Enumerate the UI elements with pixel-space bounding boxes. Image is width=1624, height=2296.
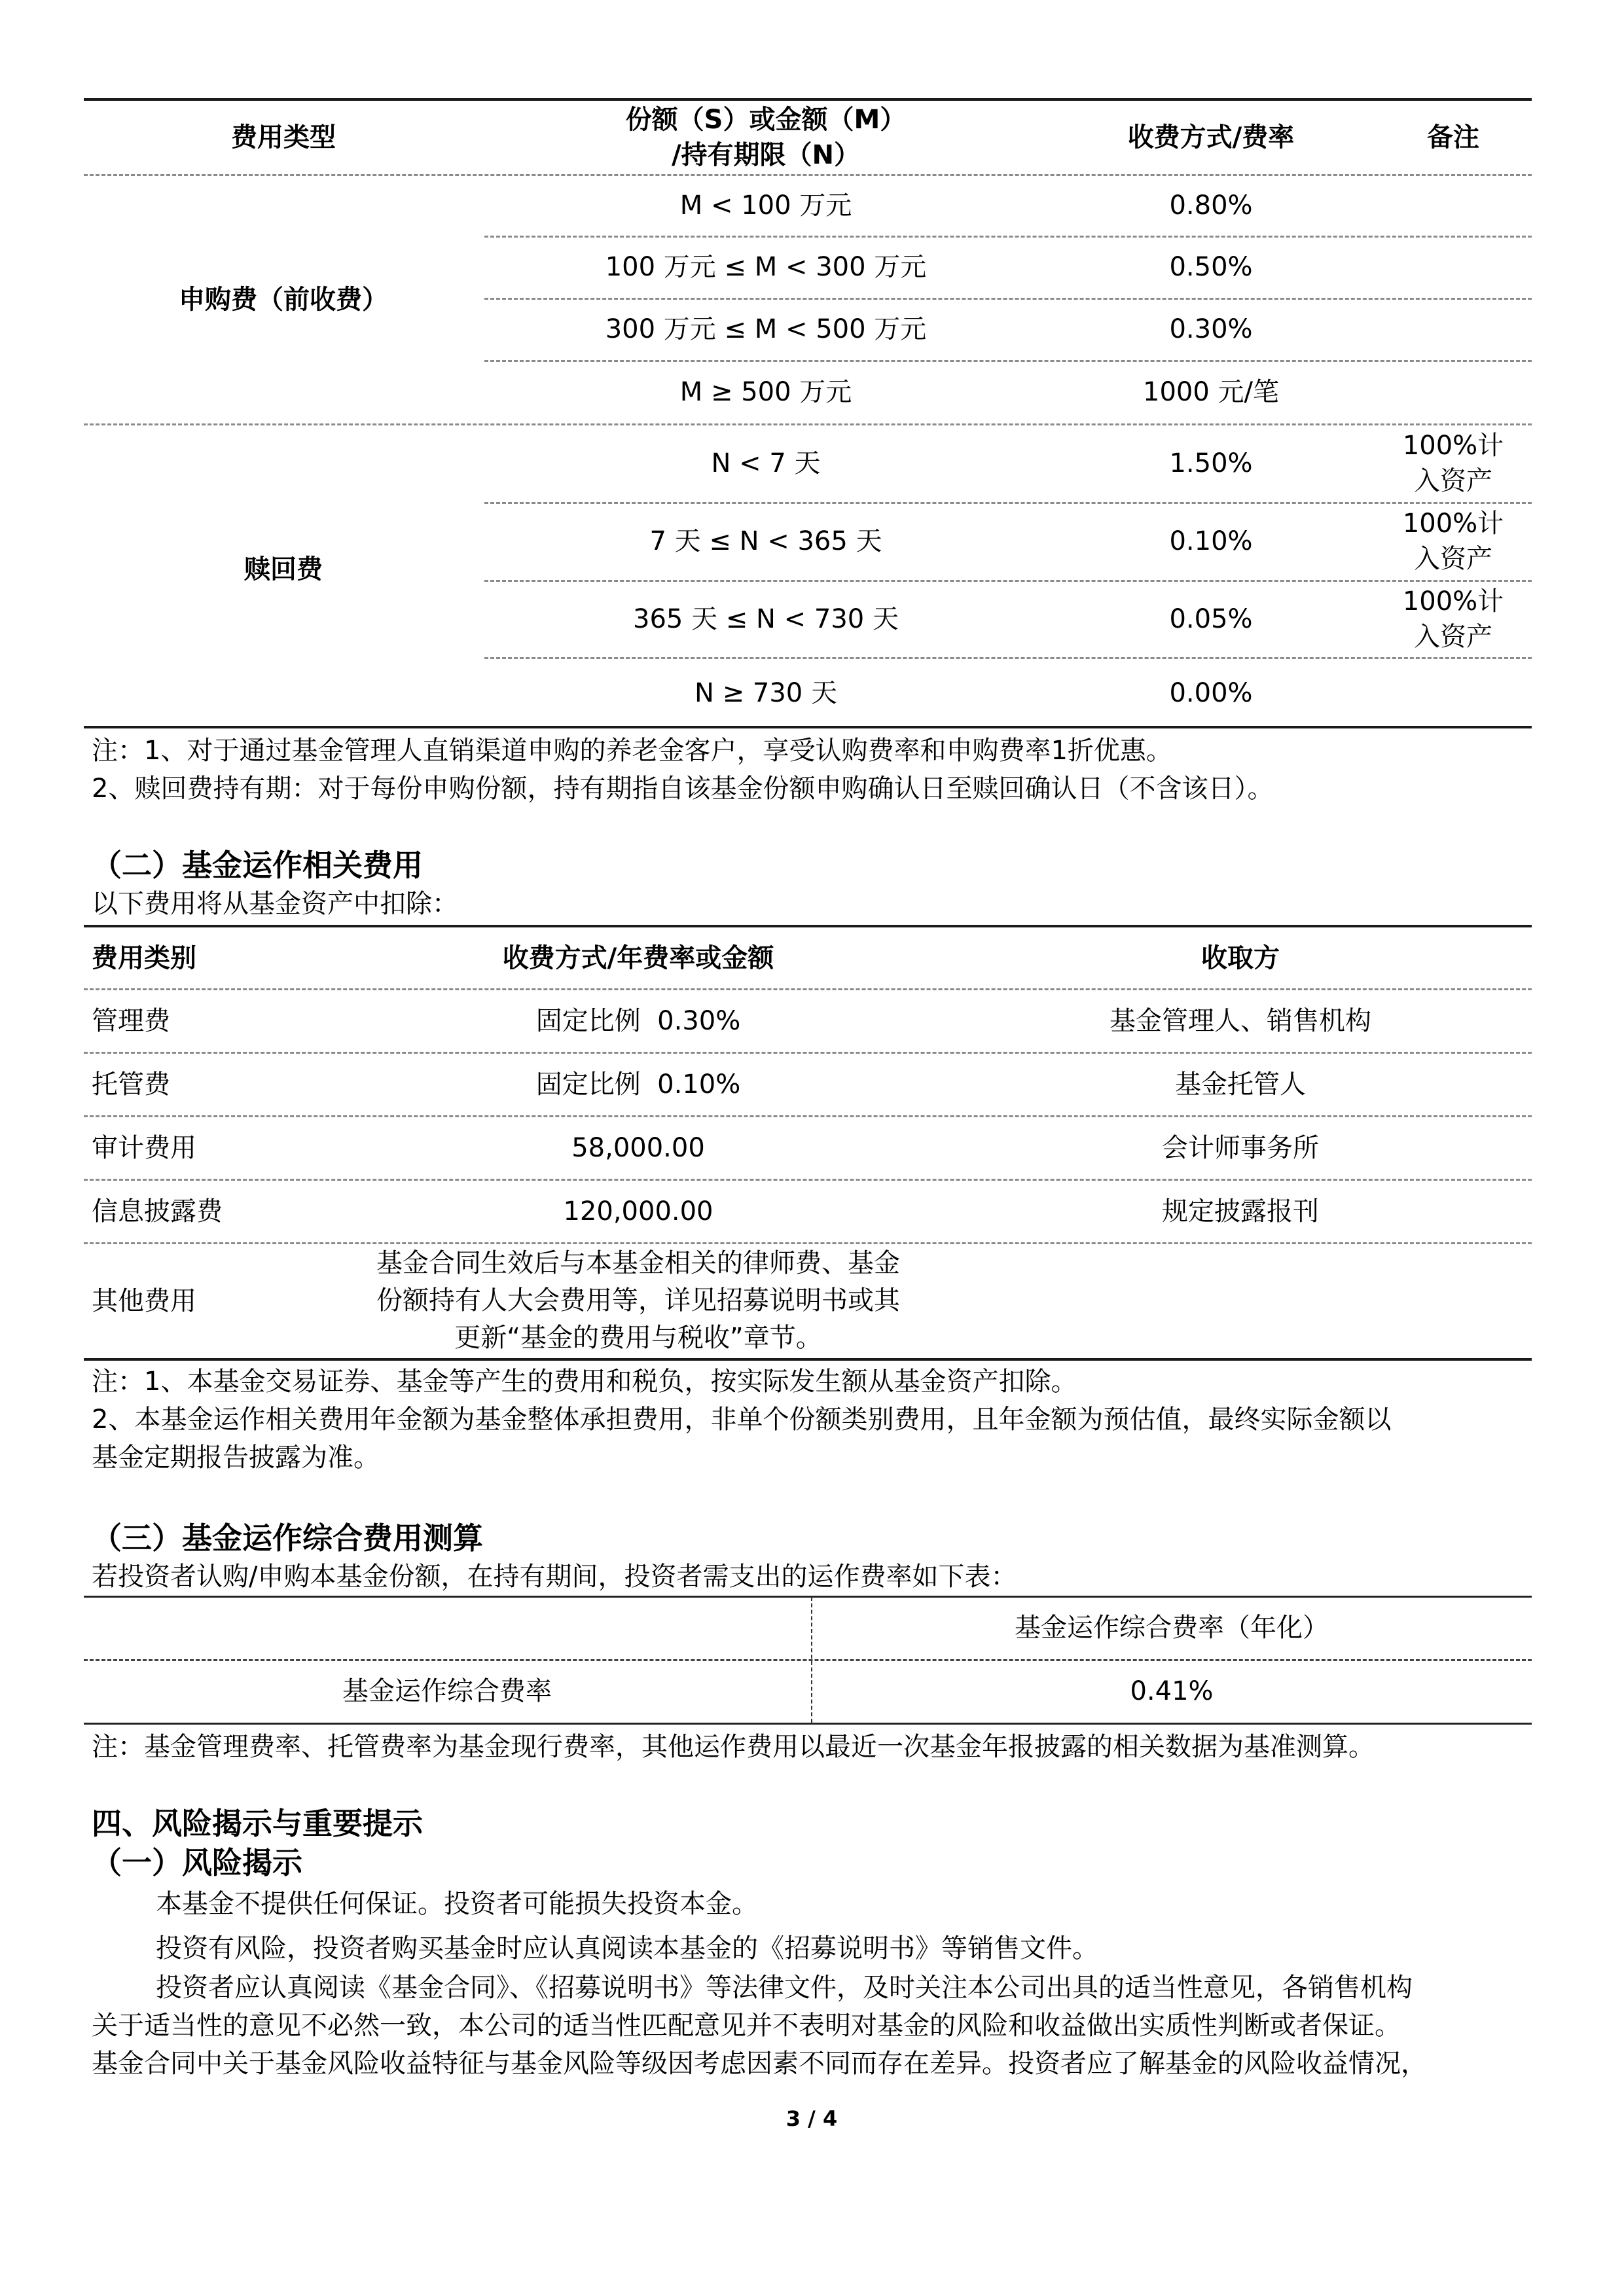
- section2-note: 2、本基金运作相关费用年金额为基金整体承担费用，非单个份额类别费用，且年金额为预估值，最终实际金额以: [92, 1405, 1392, 1435]
- section2-note: 注：1、本基金交易证券、基金等产生的费用和税负，按实际发生额从基金资产扣除。: [92, 1367, 1077, 1397]
- fee-category: 托管费: [92, 1069, 170, 1100]
- subscription-range: M ≥ 500 万元: [679, 377, 852, 407]
- subscription-rate: 1000 元/笔: [1143, 377, 1279, 407]
- fee-category: 其他费用: [92, 1285, 196, 1316]
- header-composite-rate: 基金运作综合费率（年化）: [1015, 1613, 1329, 1643]
- composite-rate-label: 基金运作综合费率: [342, 1676, 552, 1706]
- section-heading: （二）基金运作相关费用: [92, 848, 423, 883]
- risk-paragraph-continued: 基金合同中关于基金风险收益特征与基金风险等级因考虑因素不同而存在差异。投资者应了解基金的风险收益情况，: [92, 2049, 1427, 2079]
- risk-paragraph: 投资有风险，投资者购买基金时应认真阅读本基金的《招募说明书》等销售文件。: [156, 1933, 1098, 1964]
- header-rate: 收费方式/费率: [1127, 122, 1295, 152]
- table-top-rule: [84, 98, 1532, 101]
- fee-amount: 120,000.00: [563, 1196, 713, 1227]
- fee-category: 审计费用: [92, 1132, 196, 1163]
- redemption-range: 7 天 ≤ N < 365 天: [649, 526, 882, 556]
- header-note: 备注: [1427, 122, 1479, 152]
- redemption-rate: 1.50%: [1169, 448, 1253, 478]
- redemption-note: [1375, 581, 1532, 656]
- section-intro: 若投资者认购/申购本基金份额，在持有期间，投资者需支出的运作费率如下表：: [92, 1562, 1017, 1592]
- subscription-range: 300 万元 ≤ M < 500 万元: [605, 314, 927, 344]
- header-recipient: 收取方: [1201, 943, 1280, 973]
- redemption-rate: 0.05%: [1169, 603, 1253, 634]
- section2-note: 基金定期报告披露为准。: [92, 1443, 380, 1473]
- section-heading: （三）基金运作综合费用测算: [92, 1520, 483, 1556]
- redemption-rate: 0.10%: [1169, 526, 1253, 556]
- risk-paragraph-continued: 关于适当性的意见不必然一致，本公司的适当性匹配意见并不表明对基金的风险和收益做出实质性判断或者保证。: [92, 2011, 1401, 2041]
- table-bottom-rule: [84, 726, 1532, 728]
- redemption-note: [1375, 425, 1532, 501]
- composite-rate-value: 0.41%: [1130, 1676, 1214, 1706]
- header-category: 费用类别: [92, 943, 196, 973]
- table-top-rule: [84, 925, 1532, 927]
- header-amount-period: [484, 101, 1047, 173]
- header-amount-line1: 份额（S）或金额（M）: [625, 105, 907, 135]
- fee-amount-other: [327, 1244, 949, 1358]
- chapter-heading: 四、风险揭示与重要提示: [92, 1806, 423, 1841]
- section-intro: 以下费用将从基金资产中扣除：: [92, 889, 458, 919]
- header-amount: 收费方式/年费率或金额: [502, 943, 774, 973]
- redemption-note-line1: 100%计: [1402, 508, 1504, 539]
- redemption-note-line1: 100%计: [1402, 586, 1504, 617]
- redemption-range: 365 天 ≤ N < 730 天: [633, 603, 899, 634]
- redemption-note-line2: 入资产: [1414, 543, 1492, 574]
- header-amount-line2: /持有期限（N）: [671, 140, 861, 170]
- page-number: 3 / 4: [785, 2106, 838, 2131]
- other-fee-line: 更新“基金的费用与税收”章节。: [454, 1323, 822, 1353]
- section3-note: 注：基金管理费率、托管费率为基金现行费率，其他运作费用以最近一次基金年报披露的相关数据为基准测算。: [92, 1732, 1375, 1762]
- subscription-range: M < 100 万元: [679, 190, 852, 221]
- redemption-note: [1375, 503, 1532, 579]
- subscription-rate: 0.50%: [1169, 252, 1253, 282]
- subscription-fee-label: 申购费（前收费）: [179, 285, 388, 315]
- fee-recipient: 规定披露报刊: [1162, 1196, 1319, 1227]
- redemption-range: N ≥ 730 天: [695, 677, 837, 708]
- table-bottom-rule: [84, 1358, 1532, 1361]
- section-heading: （一）风险揭示: [92, 1845, 302, 1880]
- subscription-range: 100 万元 ≤ M < 300 万元: [605, 252, 927, 282]
- fee-category: 管理费: [92, 1005, 170, 1036]
- fee-amount: 58,000.00: [571, 1132, 705, 1163]
- redemption-rate: 0.00%: [1169, 677, 1253, 708]
- fee-amount: 固定比例 0.30%: [535, 1005, 741, 1036]
- fee-recipient: 基金管理人、销售机构: [1110, 1005, 1371, 1036]
- redemption-range: N < 7 天: [711, 448, 821, 478]
- fee-recipient: 会计师事务所: [1162, 1132, 1319, 1163]
- other-fee-line: 份额持有人大会费用等，详见招募说明书或其: [376, 1285, 900, 1316]
- redemption-note-line2: 入资产: [1414, 465, 1492, 496]
- header-fee-type: 费用类型: [231, 122, 336, 152]
- fee-recipient: 基金托管人: [1175, 1069, 1306, 1100]
- risk-paragraph: 本基金不提供任何保证。投资者可能损失投资本金。: [156, 1889, 758, 1919]
- redemption-note-line1: 100%计: [1402, 430, 1504, 461]
- fee-category: 信息披露费: [92, 1196, 223, 1227]
- fee-table-note: 2、赎回费持有期：对于每份申购份额，持有期指自该基金份额申购确认日至赎回确认日（不含该日）。: [92, 774, 1274, 804]
- fee-table-note: 注：1、对于通过基金管理人直销渠道申购的养老金客户，享受认购费率和申购费率1折优惠。: [92, 736, 1172, 766]
- subscription-rate: 0.80%: [1169, 190, 1253, 221]
- redemption-note-line2: 入资产: [1414, 621, 1492, 652]
- subscription-rate: 0.30%: [1169, 314, 1253, 344]
- table-bottom-rule: [84, 1723, 1532, 1725]
- fee-amount: 固定比例 0.10%: [535, 1069, 741, 1100]
- redemption-fee-label: 赎回费: [244, 554, 323, 584]
- risk-paragraph: 投资者应认真阅读《基金合同》、《招募说明书》等法律文件，及时关注本公司出具的适当性意见，各销售机构: [156, 1973, 1413, 2003]
- other-fee-line: 基金合同生效后与本基金相关的律师费、基金: [376, 1248, 900, 1278]
